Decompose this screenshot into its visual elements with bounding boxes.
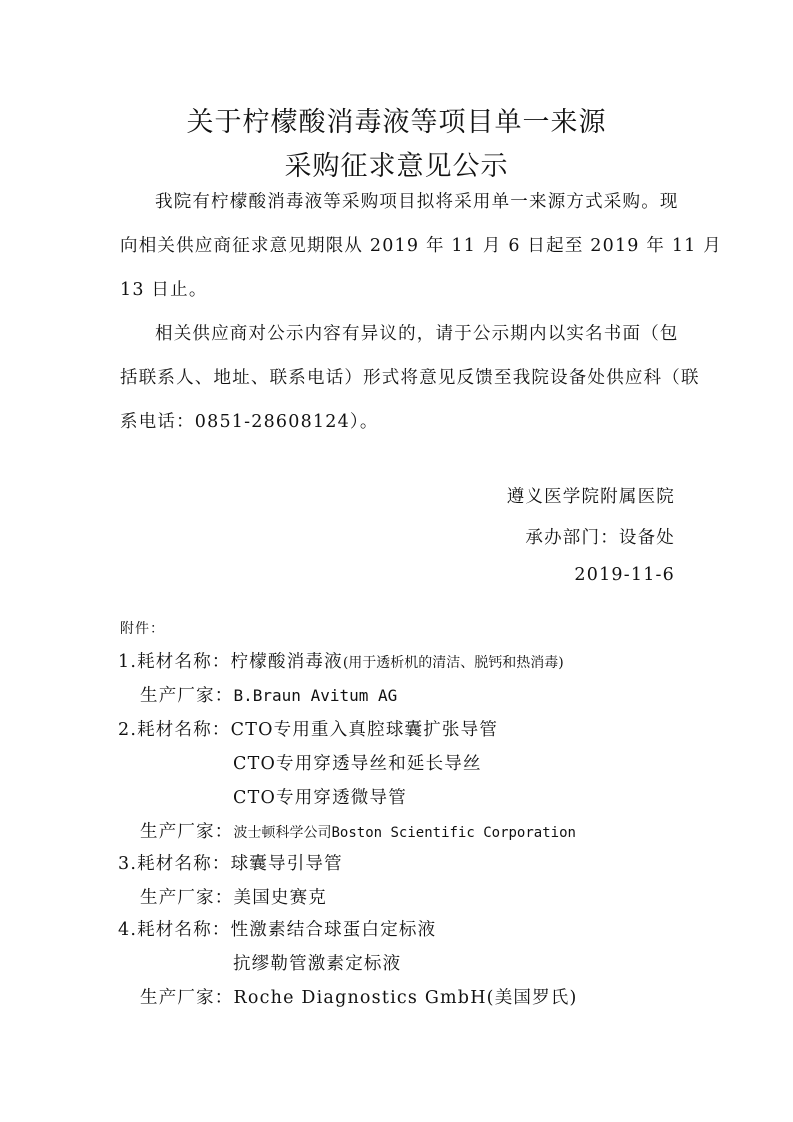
item-1-row xyxy=(118,648,564,673)
item-4-manufacturer-row xyxy=(140,984,578,1009)
paragraph-1-line-3: 13 日止。 xyxy=(120,280,208,300)
paragraph-2-line-2: 括联系人、地址、联系电话）形式将意见反馈至我院设备处供应科（联 xyxy=(120,368,700,388)
signature-date: 2019-11-6 xyxy=(574,565,675,585)
item-2-name-1: CTO专用重入真腔球囊扩张导管 xyxy=(230,720,499,740)
item-4-label: 4.耗材名称： xyxy=(118,920,231,940)
item-1-note: (用于透析机的清洁、脱钙和热消毒) xyxy=(342,655,564,671)
paragraph-1-line-2: 向相关供应商征求意见期限从 2019 年 11 月 6 日起至 2019 年 11 月 xyxy=(120,236,722,256)
title-line-2: 采购征求意见公示 xyxy=(284,151,509,182)
signature-org: 遵义医学院附属医院 xyxy=(506,487,675,507)
item-2-name-2: CTO专用穿透导丝和延长导丝 xyxy=(233,754,482,774)
item-4-mfr: Roche Diagnostics GmbH(美国罗氏) xyxy=(233,988,578,1008)
item-2-mfr-cn: 波士顿科学公司 xyxy=(233,825,332,841)
item-3-mfr-label: 生产厂家： xyxy=(140,888,234,908)
item-1-manufacturer-row xyxy=(140,682,397,707)
item-1-name: 柠檬酸消毒液 xyxy=(230,652,343,672)
item-3-manufacturer-row xyxy=(140,884,327,909)
paragraph-2-line-1: 相关供应商对公示内容有异议的，请于公示期内以实名书面（包 xyxy=(155,324,679,344)
item-3-label: 3.耗材名称： xyxy=(118,854,231,874)
signature-dept: 承办部门：设备处 xyxy=(525,528,675,548)
item-2-manufacturer-row xyxy=(140,818,576,843)
item-1-mfr: B.Braun Avitum AG xyxy=(233,686,398,705)
item-3-row xyxy=(118,850,343,875)
item-4-row xyxy=(118,916,436,941)
item-2-mfr-label: 生产厂家： xyxy=(140,822,234,842)
item-3-name: 球囊导引导管 xyxy=(230,854,343,874)
item-3-mfr: 美国史赛克 xyxy=(233,888,327,908)
item-2-row xyxy=(118,716,498,741)
item-1-mfr-label: 生产厂家： xyxy=(140,686,234,706)
item-2-label: 2.耗材名称： xyxy=(118,720,231,740)
paragraph-1-line-1: 我院有柠檬酸消毒液等采购项目拟将采用单一来源方式采购。现 xyxy=(155,192,679,212)
title-line-1: 关于柠檬酸消毒液等项目单一来源 xyxy=(186,107,607,138)
paragraph-2-line-3: 系电话：0851-28608124）。 xyxy=(120,412,379,432)
item-2-name-3: CTO专用穿透微导管 xyxy=(233,788,407,808)
item-2-mfr-en: Boston Scientific Corporation xyxy=(331,825,576,841)
item-4-mfr-label: 生产厂家： xyxy=(140,988,234,1008)
attachment-label: 附件： xyxy=(120,621,165,637)
item-1-label: 1.耗材名称： xyxy=(118,652,231,672)
item-4-name-2: 抗缪勒管激素定标液 xyxy=(233,954,402,974)
item-4-name-1: 性激素结合球蛋白定标液 xyxy=(230,920,437,940)
